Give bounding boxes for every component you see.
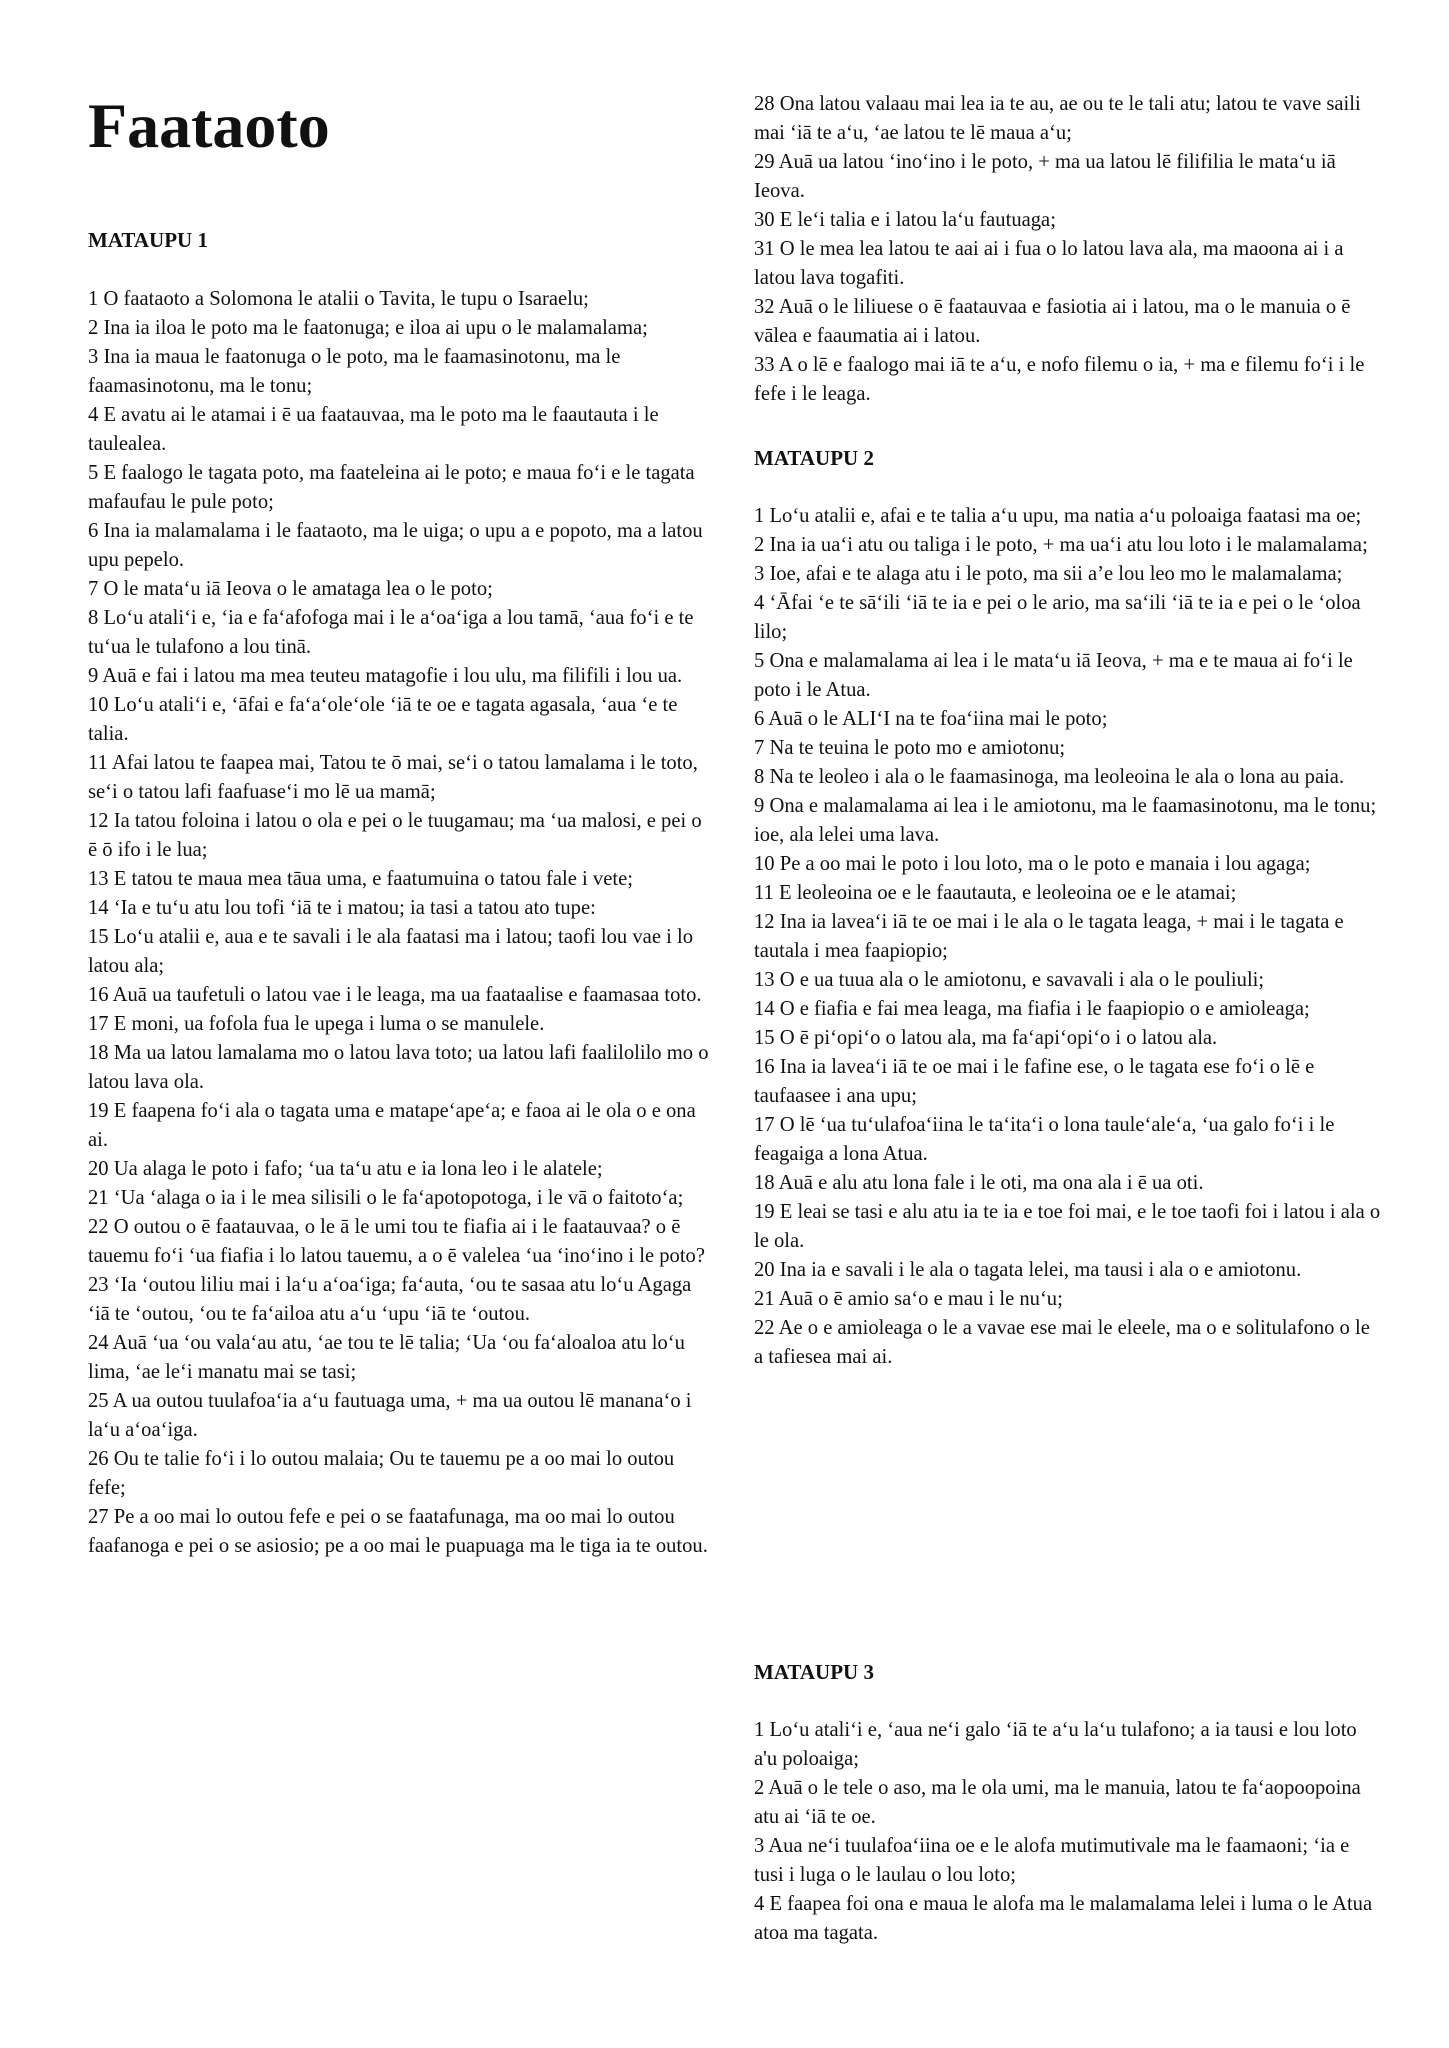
verse: 5 E faalogo le tagata poto, ma faateleina ai le poto; e maua fo‘i e le tagata mafaufau le pule poto; [88, 462, 695, 513]
chapter-2-heading-block [754, 444, 1381, 473]
verse: 19 E leai se tasi e alu atu ia te ia e toe foi mai, e le toe taofi foi i latou i ala o le ola. [754, 1201, 1381, 1252]
chapter-1-heading-block [88, 226, 715, 255]
verse: 1 O faataoto a Solomona le atalii o Tavita, le tupu o Isaraelu; [88, 288, 589, 310]
verse: 17 O lē ‘ua tu‘ulafoa‘iina le ta‘ita‘i o lona taule‘ale‘a, ‘ua galo fo‘i i le feagaiga a lona Atua. [754, 1114, 1335, 1165]
verse: 4 E avatu ai le atamai i ē ua faatauvaa, ma le poto ma le faautauta i le taulealea. [88, 404, 659, 455]
verse: 5 Ona e malamalama ai lea i le mata‘u iā Ieova, + ma e te maua ai fo‘i le poto i le Atua. [754, 650, 1353, 701]
verse: 21 ‘Ua ‘alaga o ia i le mea silisili o le fa‘apotopotoga, i le vā o faitoto‘a; [88, 1187, 684, 1209]
verse: 30 E le‘i talia e i latou la‘u fautuaga; [754, 209, 1056, 231]
chapter-heading: MATAUPU 2 [754, 446, 874, 470]
verse: 20 Ina ia e savali i le ala o tagata lelei, ma tausi i ala o e amiotonu. [754, 1259, 1302, 1281]
verse: 8 Na te leoleo i ala o le faamasinoga, ma leoleoina le ala o lona au paia. [754, 766, 1345, 788]
verse: 13 O e ua tuua ala o le amiotonu, e savavali i ala o le pouliuli; [754, 969, 1265, 991]
verse: 7 O le mata‘u iā Ieova o le amataga lea o le poto; [88, 578, 493, 600]
chapter-1-verses-left [88, 285, 715, 1561]
verse: 14 O e fiafia e fai mea leaga, ma fiafia i le faapiopio o e amioleaga; [754, 998, 1310, 1020]
verse: 14 ‘Ia e tu‘u atu lou tofi ‘iā te i matou; ia tasi a tatou ato tupe: [88, 897, 596, 919]
verse: 31 O le mea lea latou te aai ai i fua o lo latou lava ala, ma maoona ai i a latou lava togafiti. [754, 238, 1344, 289]
verse: 6 Auā o le ALI‘I na te foa‘iina mai le poto; [754, 708, 1108, 730]
verse: 2 Ina ia iloa le poto ma le faatonuga; e iloa ai upu o le malamalama; [88, 317, 648, 339]
verse: 4 ‘Āfai ‘e te sā‘ili ‘iā te ia e pei o le ario, ma sa‘ili ‘iā te ia e pei o le ‘oloa lilo; [754, 592, 1361, 643]
verse: 20 Ua alaga le poto i fafo; ‘ua ta‘u atu e ia lona leo i le alatele; [88, 1158, 603, 1180]
verse: 18 Auā e alu atu lona fale i le oti, ma ona ala i ē ua oti. [754, 1172, 1204, 1194]
chapter-heading: MATAUPU 1 [88, 228, 208, 252]
verse: 25 A ua outou tuulafoa‘ia a‘u fautuaga uma, + ma ua outou lē manana‘o i la‘u a‘oa‘iga. [88, 1390, 692, 1441]
verse: 33 A o lē e faalogo mai iā te a‘u, e nofo filemu o ia, + ma e filemu fo‘i i le fefe i le leaga. [754, 354, 1365, 405]
verse: 9 Auā e fai i latou ma mea teuteu matagofie i lou ulu, ma filifili i lou ua. [88, 665, 683, 687]
verse: 15 O ē pi‘opi‘o o latou ala, ma fa‘api‘opi‘o i o latou ala. [754, 1027, 1218, 1049]
verse: 2 Ina ia ua‘i atu ou taliga i le poto, + ma ua‘i atu lou loto i le malamalama; [754, 534, 1368, 556]
verse: 1 Lo‘u atali‘i e, ‘aua ne‘i galo ‘iā te a‘u la‘u tulafono; a ia tausi e lou loto a'u poloaiga; [754, 1719, 1357, 1770]
verse: 7 Na te teuina le poto mo e amiotonu; [754, 737, 1066, 759]
chapter-3-verses [754, 1716, 1381, 1948]
verse: 9 Ona e malamalama ai lea i le amiotonu, ma le faamasinotonu, ma le tonu; ioe, ala lelei uma lava. [754, 795, 1377, 846]
verse: 23 ‘Ia ‘outou liliu mai i la‘u a‘oa‘iga; fa‘auta, ‘ou te sasaa atu lo‘u Agaga ‘iā te ‘outou, ‘ou te fa‘ailoa atu a‘u ‘upu ‘iā te ‘outou. [88, 1274, 692, 1325]
verse: 8 Lo‘u atali‘i e, ‘ia e fa‘afofoga mai i le a‘oa‘iga a lou tamā, ‘aua fo‘i e te tu‘ua le tulafono a lou tinā. [88, 607, 694, 658]
chapter-2-verses [754, 502, 1381, 1372]
verse: 18 Ma ua latou lamalama mo o latou lava toto; ua latou lafi faalilolilo mo o latou lava ola. [88, 1042, 709, 1093]
verse: 26 Ou te talie fo‘i i lo outou malaia; Ou te tauemu pe a oo mai lo outou fefe; [88, 1448, 675, 1499]
verse: 12 Ia tatou foloina i latou o ola e pei o le tuugamau; ma ‘ua malosi, e pei o ē ō ifo i le lua; [88, 810, 702, 861]
verse: 15 Lo‘u atalii e, aua e te savali i le ala faatasi ma i latou; taofi lou vae i lo latou ala; [88, 926, 693, 977]
verse: 22 O outou o ē faatauvaa, o le ā le umi tou te fiafia ai i le faatauvaa? o ē tauemu fo‘i ‘ua fiafia i lo latou tauemu, a o ē valelea ‘ua ‘ino‘ino i le poto? [88, 1216, 705, 1267]
verse: 17 E moni, ua fofola fua le upega i luma o se manulele. [88, 1013, 545, 1035]
verse: 10 Pe a oo mai le poto i lou loto, ma o le poto e manaia i lou agaga; [754, 853, 1311, 875]
verse: 3 Ina ia maua le faatonuga o le poto, ma le faamasinotonu, ma le faamasinotonu, ma le tonu; [88, 346, 621, 397]
verse: 11 Afai latou te faapea mai, Tatou te ō mai, se‘i o tatou lamalama i le toto, se‘i o tatou lafi faafuase‘i mo lē ua mamā; [88, 752, 698, 803]
verse: 13 E tatou te maua mea tāua uma, e faatumuina o tatou fale i vete; [88, 868, 633, 890]
verse: 16 Auā ua taufetuli o latou vae i le leaga, ma ua faataalise e faamasaa toto. [88, 984, 702, 1006]
verse: 21 Auā o ē amio sa‘o e mau i le nu‘u; [754, 1288, 1063, 1310]
verse: 16 Ina ia lavea‘i iā te oe mai i le fafine ese, o le tagata ese fo‘i o lē e taufaasee i ana upu; [754, 1056, 1315, 1107]
verse: 1 Lo‘u atalii e, afai e te talia a‘u upu, ma natia a‘u poloaiga faatasi ma oe; [754, 505, 1362, 527]
verse: 19 E faapena fo‘i ala o tagata uma e matape‘ape‘a; e faoa ai le ola o e ona ai. [88, 1100, 696, 1151]
chapter-3-heading-block [754, 1658, 1381, 1687]
verse: 27 Pe a oo mai lo outou fefe e pei o se faatafunaga, ma oo mai lo outou faafanoga e pei o se asiosio; pe a oo mai le puapuaga ma le tiga ia te outou. [88, 1506, 708, 1557]
verse: 29 Auā ua latou ‘ino‘ino i le poto, + ma ua latou lē filifilia le mata‘u iā Ieova. [754, 151, 1336, 202]
verse: 6 Ina ia malamalama i le faataoto, ma le uiga; o upu a e popoto, ma a latou upu pepelo. [88, 520, 703, 571]
book-title: Faataoto [88, 90, 330, 161]
verse: 24 Auā ‘ua ‘ou vala‘au atu, ‘ae tou te lē talia; ‘Ua ‘ou fa‘aloaloa atu lo‘u lima, ‘ae le‘i manatu mai se tasi; [88, 1332, 685, 1383]
verse: 12 Ina ia lavea‘i iā te oe mai i le ala o le tagata leaga, + mai i le tagata e tautala i mea faapiopio; [754, 911, 1344, 962]
chapter-heading: MATAUPU 3 [754, 1660, 874, 1684]
verse: 3 Aua ne‘i tuulafoa‘iina oe e le alofa mutimutivale ma le faamaoni; ‘ia e tusi i luga o le laulau o lou loto; [754, 1835, 1350, 1886]
chapter-1-verses-right [754, 90, 1381, 409]
verse: 32 Auā o le liliuese o ē faatauvaa e fasiotia ai i latou, ma o le manuia o ē vālea e faaumatia ai i latou. [754, 296, 1351, 347]
verse: 10 Lo‘u atali‘i e, ‘āfai e fa‘a‘ole‘ole ‘iā te oe e tagata agasala, ‘aua ‘e te talia. [88, 694, 678, 745]
verse: 4 E faapea foi ona e maua le alofa ma le malamalama lelei i luma o le Atua atoa ma tagata. [754, 1893, 1373, 1944]
verse: 28 Ona latou valaau mai lea ia te au, ae ou te le tali atu; latou te vave saili mai ‘iā te a‘u, ‘ae latou te lē maua a‘u; [754, 93, 1361, 144]
verse: 11 E leoleoina oe e le faautauta, e leoleoina oe e le atamai; [754, 882, 1237, 904]
verse: 3 Ioe, afai e te alaga atu i le poto, ma sii a’e lou leo mo le malamalama; [754, 563, 1343, 585]
verse: 22 Ae o e amioleaga o le a vavae ese mai le eleele, ma o e solitulafono o le a tafiesea mai ai. [754, 1317, 1370, 1368]
verse: 2 Auā o le tele o aso, ma le ola umi, ma le manuia, latou te fa‘aopoopoina atu ai ‘iā te oe. [754, 1777, 1361, 1828]
